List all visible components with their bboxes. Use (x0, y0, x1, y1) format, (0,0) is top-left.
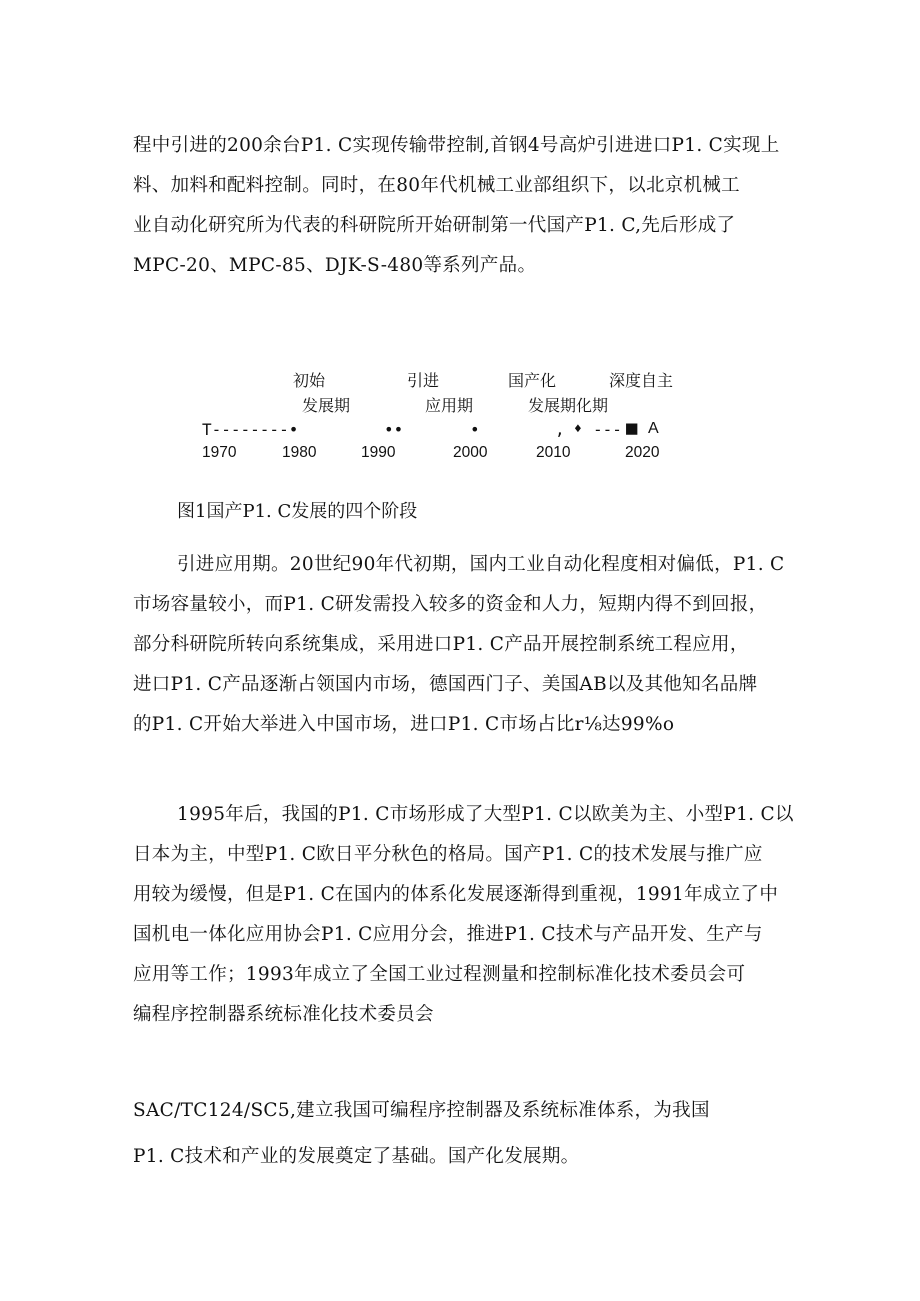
paragraph-3 (133, 795, 793, 1035)
stage-2-label-line-1: 引进 (407, 371, 440, 390)
paragraph-3-line-3: 用较为缓慢，但是P1. C在国内的体系化发展逐渐得到重视，1991年成立了中 (133, 884, 779, 905)
paragraph-1-line-4: MPC-20、MPC-85、DJK-S-480等系列产品。 (133, 255, 537, 276)
timeline-track-start: T--------• (202, 420, 299, 439)
timeline-marker-2000: • (470, 420, 480, 439)
paragraph-2-line-1: 引进应用期。20世纪90年代初期，国内工业自动化程度相对偏低，P1. C (177, 554, 785, 575)
paragraph-2 (133, 545, 793, 745)
paragraph-1-line-3: 业自动化研究所为代表的科研院所开始研制第一代国产P1. C,先后形成了 (133, 215, 736, 236)
paragraph-1-line-1: 程中引进的200余台P1. C实现传输带控制,首钢4号高炉引进进口P1. C实现上 (133, 135, 780, 156)
stage-2-label-line-2: 应用期 (425, 396, 474, 415)
timeline-square-marker: ■ (626, 417, 638, 439)
paragraph-2-line-4: 进口P1. C产品逐渐占领国内市场，德国西门子、美国AB以及其他知名品牌 (133, 674, 758, 695)
paragraph-4 (133, 1088, 793, 1180)
stage-1-label-line-2: 发展期 (302, 396, 351, 415)
year-label-1990: 1990 (361, 444, 396, 461)
year-label-1980: 1980 (282, 444, 317, 461)
stage-3-label-line-2: 发展期化期 (528, 396, 609, 415)
timeline-end-label: A (648, 420, 659, 437)
figure-caption: 图1国产P1. C发展的四个阶段 (177, 501, 418, 522)
paragraph-1-line-2: 料、加料和配料控制。同时，在80年代机械工业部组织下，以北京机械工 (133, 175, 740, 196)
paragraph-3-line-5: 应用等工作；1993年成立了全国工业过程测量和控制标准化技术委员会可 (133, 964, 746, 985)
timeline-marker-2010: , (555, 420, 565, 439)
paragraph-2-line-2: 市场容量较小，而P1. C研发需投入较多的资金和人力，短期内得不到回报， (133, 594, 768, 615)
year-label-2020: 2020 (625, 444, 660, 461)
year-label-2000: 2000 (453, 444, 488, 461)
timeline-track-dash: --- (593, 420, 622, 439)
paragraph-3-line-6: 编程序控制器系统标准化技术委员会 (133, 1004, 434, 1025)
paragraph-2-line-5: 的P1. C开始大举进入中国市场，进口P1. C市场占比r⅛达99%o (133, 714, 675, 735)
paragraph-4-line-1: SAC/TC124/SC5,建立我国可编程序控制器及系统标准体系，为我国 (133, 1100, 710, 1121)
paragraph-3-line-1: 1995年后，我国的P1. C市场形成了大型P1. C以欧美为主、小型P1. C以 (177, 804, 794, 825)
paragraph-1 (133, 126, 793, 286)
paragraph-3-line-2: 日本为主，中型P1. C欧日平分秋色的格局。国产P1. C的技术发展与推广应 (133, 844, 763, 865)
stage-4-label-line-1: 深度自主 (609, 371, 674, 390)
timeline-marker-1990: •• (384, 420, 404, 439)
development-timeline-figure (190, 360, 690, 470)
stage-1-label-line-1: 初始 (293, 371, 326, 390)
paragraph-4-line-2: P1. C技术和产业的发展奠定了基础。国产化发展期。 (133, 1146, 580, 1167)
paragraph-2-line-3: 部分科研院所转向系统集成，采用进口P1. C产品开展控制系统工程应用， (133, 634, 749, 655)
year-label-1970: 1970 (202, 444, 237, 461)
stage-3-label-line-1: 国产化 (508, 371, 557, 390)
timeline-diamond-marker: ♦ (574, 422, 582, 437)
paragraph-3-line-4: 国机电一体化应用协会P1. C应用分会，推进P1. C技术与产品开发、生产与 (133, 924, 763, 945)
year-label-2010: 2010 (536, 444, 571, 461)
